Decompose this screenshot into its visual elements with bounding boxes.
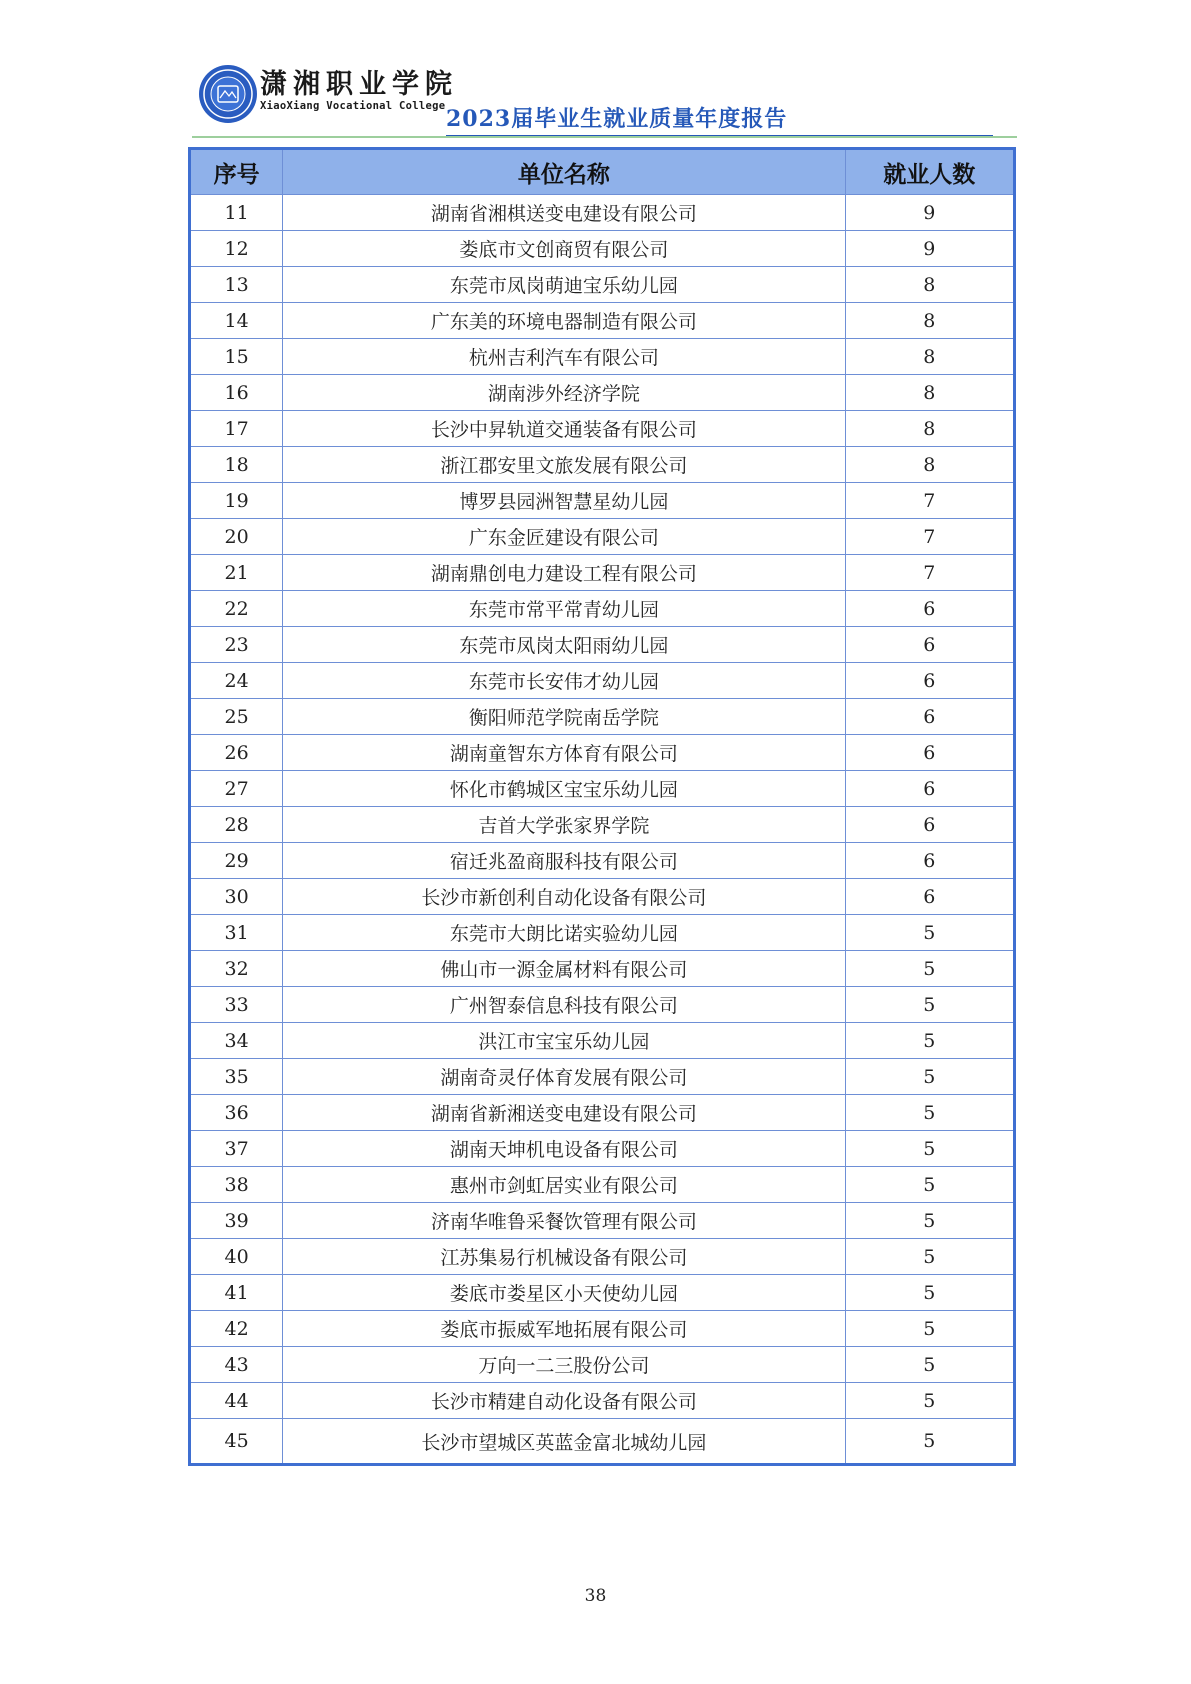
employee-count: 5 <box>845 1311 1014 1347</box>
employer-name: 广东美的环境电器制造有限公司 <box>283 303 845 339</box>
row-index: 11 <box>190 195 283 231</box>
table-row <box>190 1347 1015 1383</box>
table-row <box>190 195 1015 231</box>
table-row <box>190 879 1015 915</box>
employer-name: 广东金匠建设有限公司 <box>283 519 845 555</box>
employee-count: 6 <box>845 627 1014 663</box>
employer-name: 湖南鼎创电力建设工程有限公司 <box>283 555 845 591</box>
row-index: 36 <box>190 1095 283 1131</box>
employer-name: 湖南省新湘送变电建设有限公司 <box>283 1095 845 1131</box>
row-index: 32 <box>190 951 283 987</box>
employee-count: 9 <box>845 195 1014 231</box>
row-index: 25 <box>190 699 283 735</box>
table-row <box>190 807 1015 843</box>
employer-name: 长沙中昇轨道交通装备有限公司 <box>283 411 845 447</box>
row-index: 27 <box>190 771 283 807</box>
college-name-english: XiaoXiang Vocational College <box>260 100 446 112</box>
employer-name: 长沙市新创利自动化设备有限公司 <box>283 879 845 915</box>
table-row <box>190 591 1015 627</box>
employee-count: 5 <box>845 951 1014 987</box>
employer-table <box>188 147 1016 1466</box>
table-row <box>190 1419 1015 1465</box>
row-index: 26 <box>190 735 283 771</box>
employer-name: 博罗县园洲智慧星幼儿园 <box>283 483 845 519</box>
row-index: 39 <box>190 1203 283 1239</box>
employer-name: 江苏集易行机械设备有限公司 <box>283 1239 845 1275</box>
column-header-index: 序号 <box>190 149 283 195</box>
employee-count: 8 <box>845 303 1014 339</box>
row-index: 41 <box>190 1275 283 1311</box>
employee-count: 6 <box>845 591 1014 627</box>
employee-count: 6 <box>845 699 1014 735</box>
employee-count: 9 <box>845 231 1014 267</box>
table-row <box>190 771 1015 807</box>
table-row <box>190 915 1015 951</box>
table-row <box>190 303 1015 339</box>
row-index: 13 <box>190 267 283 303</box>
employer-name: 杭州吉利汽车有限公司 <box>283 339 845 375</box>
table-row <box>190 843 1015 879</box>
college-seal-icon <box>198 64 258 124</box>
employer-name: 湖南涉外经济学院 <box>283 375 845 411</box>
table-row <box>190 699 1015 735</box>
row-index: 18 <box>190 447 283 483</box>
employee-count: 5 <box>845 1059 1014 1095</box>
header-divider <box>192 136 1017 138</box>
table-row <box>190 339 1015 375</box>
table-row <box>190 1239 1015 1275</box>
row-index: 12 <box>190 231 283 267</box>
employer-name: 东莞市凤岗太阳雨幼儿园 <box>283 627 845 663</box>
table-row <box>190 735 1015 771</box>
employer-name: 长沙市望城区英蓝金富北城幼儿园 <box>283 1419 845 1465</box>
employer-name: 广州智泰信息科技有限公司 <box>283 987 845 1023</box>
table-row <box>190 951 1015 987</box>
employer-name: 湖南童智东方体育有限公司 <box>283 735 845 771</box>
employer-name: 浙江郡安里文旅发展有限公司 <box>283 447 845 483</box>
row-index: 19 <box>190 483 283 519</box>
page-header <box>198 60 798 140</box>
employer-name: 惠州市剑虹居实业有限公司 <box>283 1167 845 1203</box>
employee-count: 6 <box>845 879 1014 915</box>
employee-count: 8 <box>845 411 1014 447</box>
employer-name: 东莞市长安伟才幼儿园 <box>283 663 845 699</box>
employer-name: 吉首大学张家界学院 <box>283 807 845 843</box>
employee-count: 8 <box>845 267 1014 303</box>
employer-name: 洪江市宝宝乐幼儿园 <box>283 1023 845 1059</box>
row-index: 35 <box>190 1059 283 1095</box>
employer-name: 东莞市大朗比诺实验幼儿园 <box>283 915 845 951</box>
employee-count: 8 <box>845 447 1014 483</box>
table-row <box>190 1383 1015 1419</box>
employee-count: 5 <box>845 1275 1014 1311</box>
row-index: 30 <box>190 879 283 915</box>
employer-name: 万向一二三股份公司 <box>283 1347 845 1383</box>
report-title: 2023届毕业生就业质量年度报告 <box>446 106 788 132</box>
table-row <box>190 555 1015 591</box>
column-header-count: 就业人数 <box>845 149 1014 195</box>
row-index: 17 <box>190 411 283 447</box>
table-row <box>190 483 1015 519</box>
employee-count: 5 <box>845 1095 1014 1131</box>
employee-count: 6 <box>845 771 1014 807</box>
row-index: 16 <box>190 375 283 411</box>
employee-count: 5 <box>845 1419 1014 1465</box>
row-index: 29 <box>190 843 283 879</box>
employee-count: 7 <box>845 483 1014 519</box>
row-index: 28 <box>190 807 283 843</box>
column-header-employer: 单位名称 <box>283 149 845 195</box>
employee-count: 5 <box>845 1167 1014 1203</box>
row-index: 43 <box>190 1347 283 1383</box>
employer-name: 东莞市凤岗萌迪宝乐幼儿园 <box>283 267 845 303</box>
employee-count: 5 <box>845 1383 1014 1419</box>
employee-count: 5 <box>845 915 1014 951</box>
employee-count: 5 <box>845 1203 1014 1239</box>
row-index: 15 <box>190 339 283 375</box>
row-index: 14 <box>190 303 283 339</box>
employee-count: 8 <box>845 339 1014 375</box>
employee-count: 6 <box>845 807 1014 843</box>
table-row <box>190 987 1015 1023</box>
row-index: 20 <box>190 519 283 555</box>
employee-count: 5 <box>845 987 1014 1023</box>
table-row <box>190 1131 1015 1167</box>
employee-count: 5 <box>845 1239 1014 1275</box>
row-index: 37 <box>190 1131 283 1167</box>
table-row <box>190 1023 1015 1059</box>
page-number: 38 <box>584 1586 607 1606</box>
employee-count: 5 <box>845 1131 1014 1167</box>
employee-count: 7 <box>845 555 1014 591</box>
table-row <box>190 663 1015 699</box>
table-row <box>190 1167 1015 1203</box>
row-index: 38 <box>190 1167 283 1203</box>
table-row <box>190 231 1015 267</box>
table-header-row <box>190 149 1015 195</box>
table-row <box>190 1059 1015 1095</box>
row-index: 22 <box>190 591 283 627</box>
table-row <box>190 627 1015 663</box>
row-index: 33 <box>190 987 283 1023</box>
employer-name: 湖南天坤机电设备有限公司 <box>283 1131 845 1167</box>
employer-name: 娄底市娄星区小天使幼儿园 <box>283 1275 845 1311</box>
employer-name: 济南华唯鲁采餐饮管理有限公司 <box>283 1203 845 1239</box>
employer-name: 湖南省湘棋送变电建设有限公司 <box>283 195 845 231</box>
row-index: 24 <box>190 663 283 699</box>
employee-count: 7 <box>845 519 1014 555</box>
employer-name: 衡阳师范学院南岳学院 <box>283 699 845 735</box>
row-index: 31 <box>190 915 283 951</box>
table-row <box>190 1311 1015 1347</box>
table-row <box>190 1275 1015 1311</box>
table-row <box>190 1095 1015 1131</box>
college-name: 潇湘职业学院 <box>260 69 458 100</box>
employer-name: 佛山市一源金属材料有限公司 <box>283 951 845 987</box>
row-index: 42 <box>190 1311 283 1347</box>
table-row <box>190 447 1015 483</box>
employee-count: 6 <box>845 735 1014 771</box>
row-index: 21 <box>190 555 283 591</box>
row-index: 40 <box>190 1239 283 1275</box>
row-index: 34 <box>190 1023 283 1059</box>
employer-name: 娄底市振威军地拓展有限公司 <box>283 1311 845 1347</box>
employer-name: 娄底市文创商贸有限公司 <box>283 231 845 267</box>
row-index: 45 <box>190 1419 283 1465</box>
employee-count: 6 <box>845 843 1014 879</box>
table-row <box>190 519 1015 555</box>
row-index: 23 <box>190 627 283 663</box>
employee-count: 5 <box>845 1347 1014 1383</box>
table-row <box>190 411 1015 447</box>
table-row <box>190 375 1015 411</box>
employer-name: 长沙市精建自动化设备有限公司 <box>283 1383 845 1419</box>
table-body <box>190 195 1015 1465</box>
employer-name: 怀化市鹤城区宝宝乐幼儿园 <box>283 771 845 807</box>
row-index: 44 <box>190 1383 283 1419</box>
table-row <box>190 267 1015 303</box>
employee-count: 5 <box>845 1023 1014 1059</box>
employer-name: 湖南奇灵仔体育发展有限公司 <box>283 1059 845 1095</box>
employer-name: 东莞市常平常青幼儿园 <box>283 591 845 627</box>
employer-name: 宿迁兆盈商服科技有限公司 <box>283 843 845 879</box>
employee-count: 6 <box>845 663 1014 699</box>
employee-count: 8 <box>845 375 1014 411</box>
table-row <box>190 1203 1015 1239</box>
